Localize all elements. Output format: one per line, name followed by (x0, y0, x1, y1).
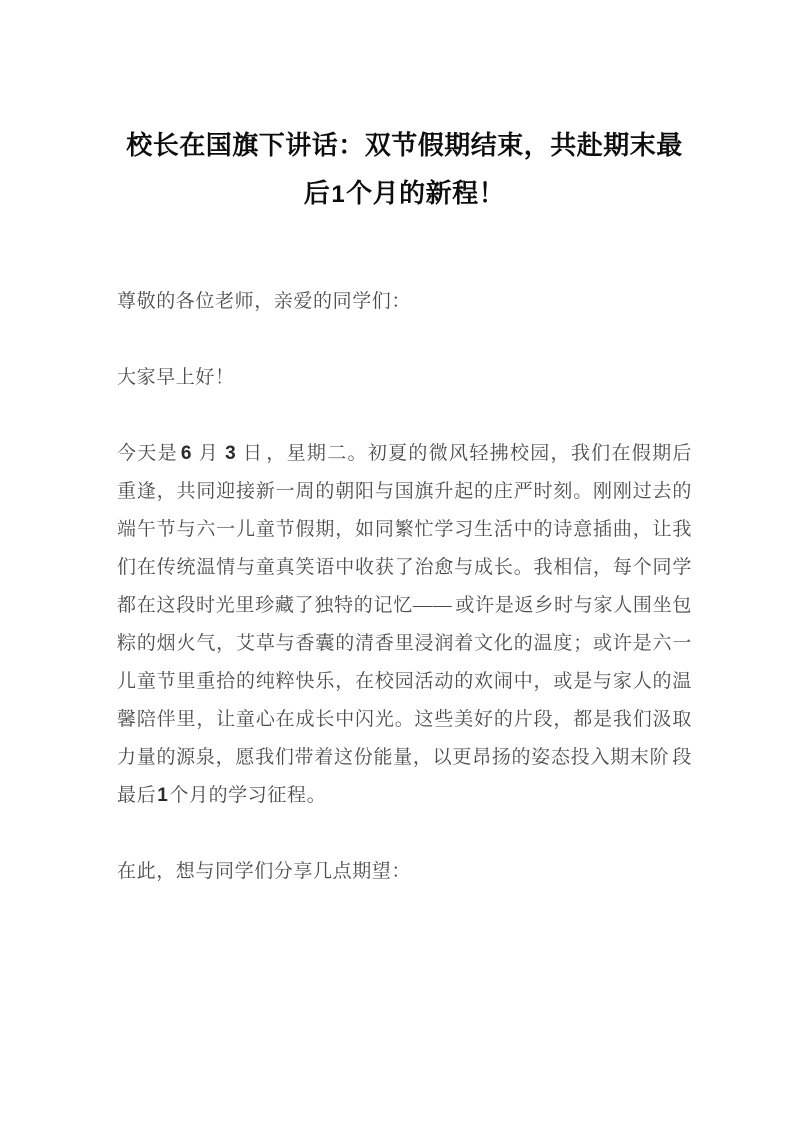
main-body-segment-2: ，星期二。初夏的微风轻拂校园，我们在假期后重逢，共同迎接新一周的朝阳与国旗升起的庄严时刻。刚刚过去的端午节与六一儿童节假期，如同繁忙学习生活中的诗意插曲，让我们在传统温情与童真笑语中收获了治愈与成长。我相信，每个同学都在这段时光里珍藏了独特的记忆 (117, 443, 692, 616)
main-body-segment-1: 今天是 (117, 443, 178, 464)
paragraph-salutation (117, 283, 692, 321)
main-body-segment-6: 个月的学习征程。 (169, 785, 327, 806)
salutation-text: 尊敬的各位老师，亲爱的同学们： (117, 291, 412, 312)
document-body (117, 283, 692, 891)
main-body-segment-5: 段最后 (117, 747, 692, 806)
paragraph-main-body (117, 435, 692, 815)
page-title-line-2-prefix: 末最后 (303, 131, 683, 208)
date-month-unit: 月 (198, 443, 220, 464)
main-body-em-dash: —— (413, 595, 453, 616)
main-body-segment-4: 或许是返乡时与家人围坐包粽的烟火气，艾草与香囊的清香里浸润着文化的温度；或许是六一儿童节里重拾的纯粹快乐，在校园活动的欢闹中，或是与家人的温馨陪伴里，让童心在成长中闪光。这些美好的片段，都是我们汲取力量的源泉，愿我们带着这份能量，以更昂扬的姿态投入期末阶 (117, 595, 692, 768)
date-day-unit: 日 (242, 443, 264, 464)
date-month-number: 6 (180, 443, 193, 464)
page-title-line-1: 校长在国旗下讲话：双节假期结束，共赴期 (126, 131, 630, 160)
page-title-line-2-suffix: 个月的新程！ (346, 179, 506, 208)
date-day-number: 3 (225, 443, 237, 464)
paragraph-greeting (117, 359, 692, 397)
closing-text: 在此，想与同学们分享几点期望： (117, 861, 412, 882)
page-title-month-number: 1 (331, 181, 346, 208)
main-body-month-count: 1 (157, 785, 169, 806)
greeting-text: 大家早上好！ (117, 367, 235, 388)
page-title (117, 0, 692, 219)
paragraph-closing (117, 853, 692, 891)
document-content (117, 0, 692, 891)
